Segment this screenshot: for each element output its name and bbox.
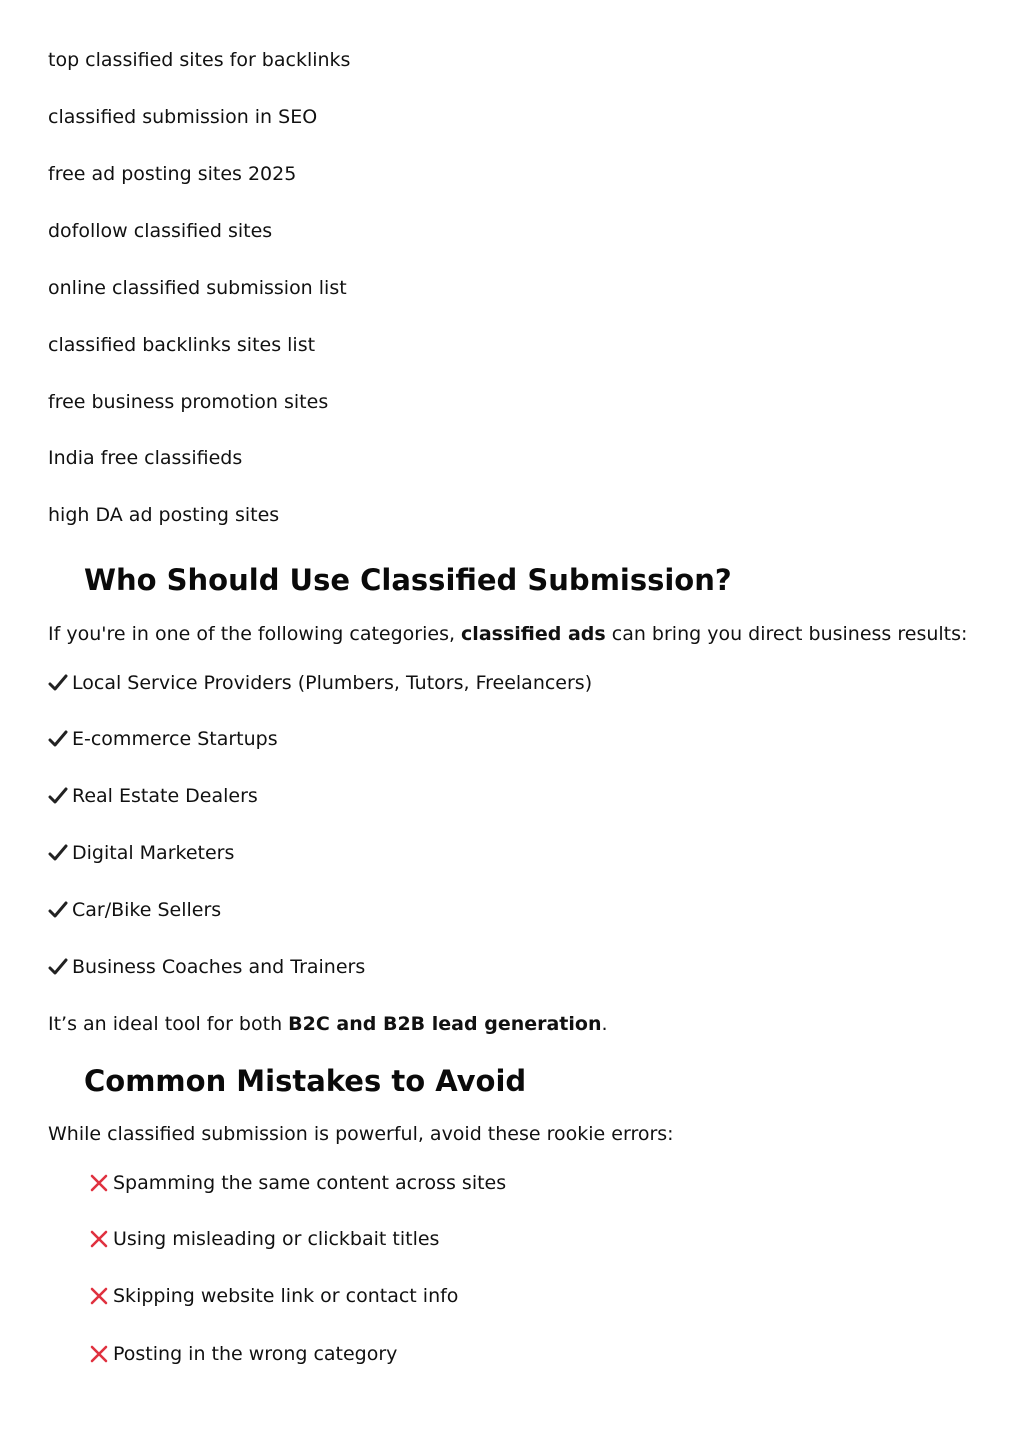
keyword-line: free business promotion sites: [48, 391, 329, 413]
who-intro-text: If you're in one of the following categories,: [48, 623, 462, 645]
who-intro: [48, 622, 967, 646]
who-outro-text-end: .: [601, 1013, 608, 1035]
cross-list-label: Skipping website link or contact info: [113, 1285, 459, 1307]
check-list-item: [48, 955, 365, 979]
check-list-item: [48, 841, 234, 865]
keyword-line: dofollow classified sites: [48, 220, 273, 242]
cross-list-item: [89, 1342, 397, 1366]
check-list-item: [48, 671, 592, 695]
who-intro-bold: classified ads: [461, 623, 606, 645]
who-outro-text: It’s an ideal tool for both: [48, 1013, 289, 1035]
cross-list-label: Posting in the wrong category: [113, 1343, 398, 1365]
cross-list-label: Spamming the same content across sites: [113, 1172, 507, 1194]
cross-mark-icon: [89, 1344, 109, 1364]
check-list-item: [48, 784, 258, 808]
who-outro-bold: B2C and B2B lead generation: [288, 1013, 602, 1035]
check-list-label: Digital Marketers: [72, 842, 235, 864]
cross-mark-icon: [89, 1286, 109, 1306]
check-mark-icon: [48, 957, 68, 977]
check-mark-icon: [48, 786, 68, 806]
check-list-label: Business Coaches and Trainers: [72, 956, 366, 978]
who-outro: [48, 1012, 608, 1036]
keyword-line: classified backlinks sites list: [48, 334, 316, 356]
cross-list-item: [89, 1171, 506, 1195]
check-list-item: [48, 898, 221, 922]
cross-list-item: [89, 1227, 439, 1251]
keyword-line: free ad posting sites 2025: [48, 163, 297, 185]
check-mark-icon: [48, 673, 68, 693]
cross-mark-icon: [89, 1229, 109, 1249]
cross-list-label: Using misleading or clickbait titles: [113, 1228, 440, 1250]
check-list-item: [48, 727, 278, 751]
keyword-line: India free classifieds: [48, 447, 243, 469]
section-heading-mistakes: Common Mistakes to Avoid: [84, 1064, 527, 1098]
keyword-line: top classified sites for backlinks: [48, 49, 351, 71]
check-mark-icon: [48, 729, 68, 749]
check-mark-icon: [48, 843, 68, 863]
check-list-label: Real Estate Dealers: [72, 785, 258, 807]
cross-mark-icon: [89, 1173, 109, 1193]
keyword-line: high DA ad posting sites: [48, 504, 280, 526]
cross-list-item: [89, 1284, 458, 1308]
who-intro-text-end: can bring you direct business results:: [605, 623, 968, 645]
check-list-label: E-commerce Startups: [72, 728, 278, 750]
section-heading-who: Who Should Use Classified Submission?: [84, 563, 732, 597]
mistakes-intro: While classified submission is powerful, avoid these rookie errors:: [48, 1123, 674, 1145]
keyword-line: online classified submission list: [48, 277, 347, 299]
check-list-label: Local Service Providers (Plumbers, Tutors, Freelancers): [72, 672, 593, 694]
check-list-label: Car/Bike Sellers: [72, 899, 222, 921]
check-mark-icon: [48, 900, 68, 920]
keyword-line: classified submission in SEO: [48, 106, 318, 128]
